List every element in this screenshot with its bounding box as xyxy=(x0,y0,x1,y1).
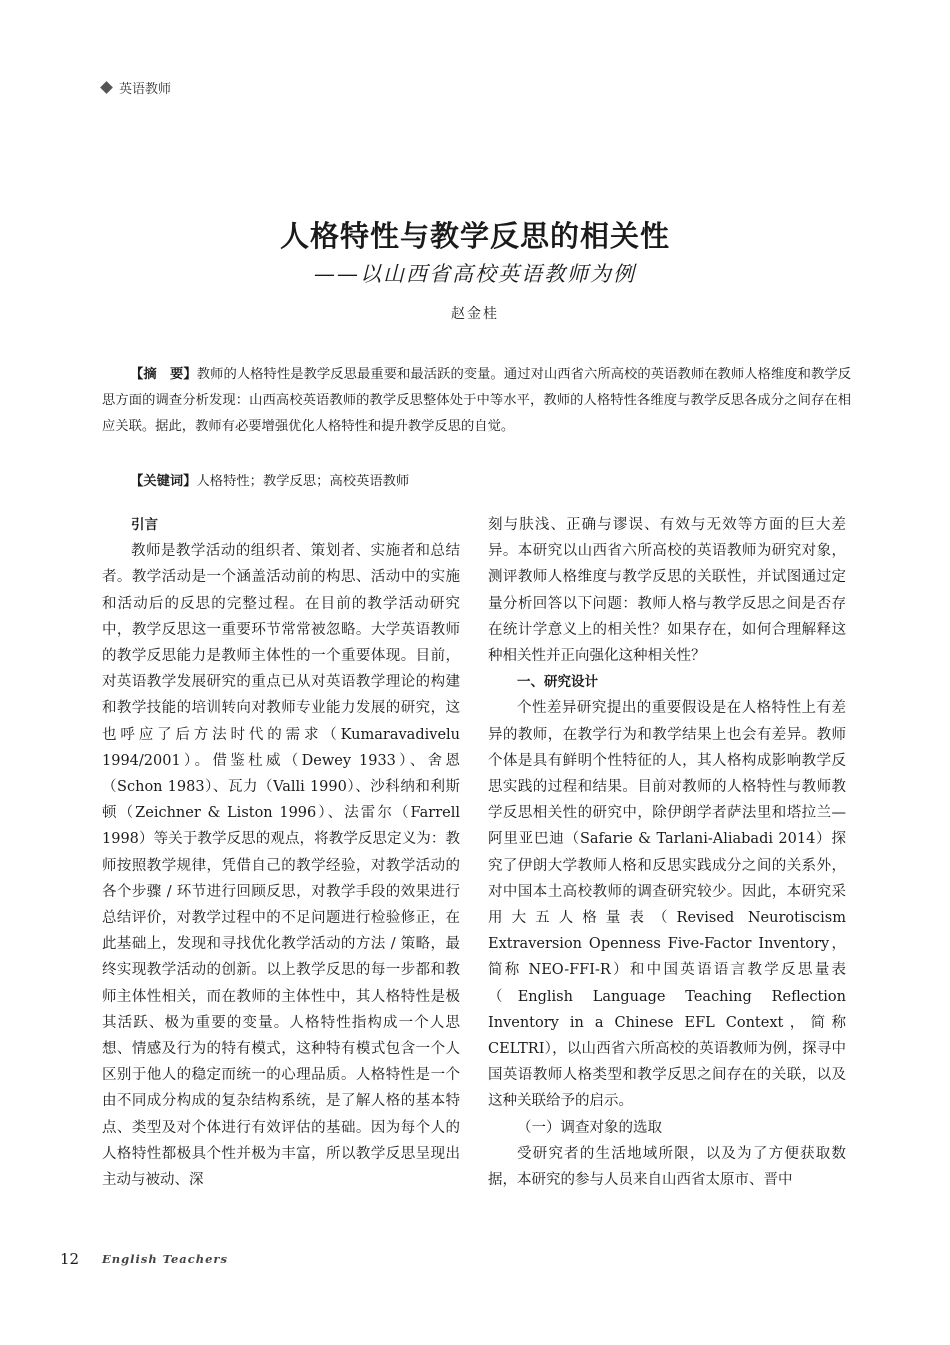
intro-paragraph-continued: 刻与肤浅、正确与谬误、有效与无效等方面的巨大差异。本研究以山西省六所高校的英语教师为研究对象，测评教师人格维度与教学反思的关联性，并试图通过定量分析回答以下问题：教师人格与教学反思之间是否存在统计学意义上的相关性？如果存在，如何合理解释这种相关性并正向强化这种相关性？ xyxy=(488,517,846,665)
section-1-heading: 一、研究设计 xyxy=(517,674,598,691)
journal-section-header xyxy=(100,77,171,97)
abstract-label: 【摘 要】 xyxy=(130,367,197,382)
right-column xyxy=(488,512,846,1193)
subsection-1-heading: （一）调查对象的选取 xyxy=(517,1119,662,1136)
subsection-1-paragraph: 受研究者的生活地域所限，以及为了方便获取数据，本研究的参与人员来自山西省太原市、晋中 xyxy=(488,1145,846,1189)
article-title: 人格特性与教学反思的相关性 xyxy=(279,219,670,253)
diamond-icon xyxy=(100,81,113,94)
article-subtitle: ——以山西省高校英语教师为例 xyxy=(314,262,636,286)
article-author: 赵金桂 xyxy=(451,306,499,322)
abstract-text: 教师的人格特性是教学反思最重要和最活跃的变量。通过对山西省六所高校的英语教师在教师人格维度和教学反思方面的调查分析发现：山西高校英语教师的教学反思整体处于中等水平，教师的人格特性各维度与教学反思各成分之间存在相应关联。据此，教师有必要增强优化人格特性和提升教学反思的自觉。 xyxy=(102,367,851,435)
keywords xyxy=(102,470,851,494)
section-label: 英语教师 xyxy=(119,81,172,97)
page-number: 12 xyxy=(60,1250,80,1268)
abstract xyxy=(102,362,851,441)
keywords-label: 【关键词】 xyxy=(130,474,197,489)
journal-name: English Teachers xyxy=(102,1252,228,1266)
intro-paragraph: 教师是教学活动的组织者、策划者、实施者和总结者。教学活动是一个涵盖活动前的构思、活动中的实施和活动后的反思的完整过程。在目前的教学活动研究中，教学反思这一重要环节常常被忽略。大学英语教师的教学反思能力是教师主体性的一个重要体现。目前，对英语教学发展研究的重点已从对英语教学理论的构建和教学技能的培训转向对教师专业能力发展的研究，这也呼应了后方法时代的需求（Kumaravadivelu 1994/2001）。借鉴杜威（Dewey 1933）、舍恩（Schon 1983）、瓦力（Valli 1990）、沙科纳和利斯顿（Zeichner & Liston 1996）、法雷尔（Farrell 1998）等关于教学反思的观点，将教学反思定义为：教师按照教学规律，凭借自己的教学经验，对教学活动的各个步骤 / 环节进行回顾反思，对教学手段的效果进行总结评价，对教学过程中的不足问题进行检验修正，在此基础上，发现和寻找优化教学活动的方法 / 策略，最终实现教学活动的创新。以上教学反思的每一步都和教师主体性相关，而在教师的主体性中，其人格特性是极其活跃、极为重要的变量。人格特性指构成一个人思想、情感及行为的特有模式，这种特有模式包含一个人区别于他人的稳定而统一的心理品质。人格特性是一个由不同成分构成的复杂结构系统，是了解人格的基本特点、类型及对个体进行有效评估的基础。因为每个人的人格特性都极具个性并极为丰富，所以教学反思呈现出主动与被动、深 xyxy=(102,543,460,1189)
intro-heading: 引言 xyxy=(131,517,158,533)
keywords-text: 人格特性；教学反思；高校英语教师 xyxy=(196,474,410,489)
section-1-paragraph: 个性差异研究提出的重要假设是在人格特性上有差异的教师，在教学行为和教学结果上也会有差异。教师个体是具有鲜明个性特征的人，其人格构成影响教学反思实践的过程和结果。目前对教师的人格特性与教师教学反思相关性的研究中，除伊朗学者萨法里和塔拉兰—阿里亚巴迪（Safarie & Tarlani-Aliabadi 2014）探究了伊朗大学教师人格和反思实践成分之间的关系外，对中国本土高校教师的调查研究较少。因此，本研究采用大五人格量表（Revised Neurotiscism Extraversion Openness Five-Factor Inventory，简称 NEO-FFI-R）和中国英语语言教学反思量表（English Language Teaching Reflection Inventory in a Chinese EFL Context，简称 CELTRI），以山西省六所高校的英语教师为例，探寻中国英语教师人格类型和教学反思之间存在的关联，以及这种关联给予的启示。 xyxy=(488,700,846,1110)
left-column xyxy=(102,512,460,1193)
